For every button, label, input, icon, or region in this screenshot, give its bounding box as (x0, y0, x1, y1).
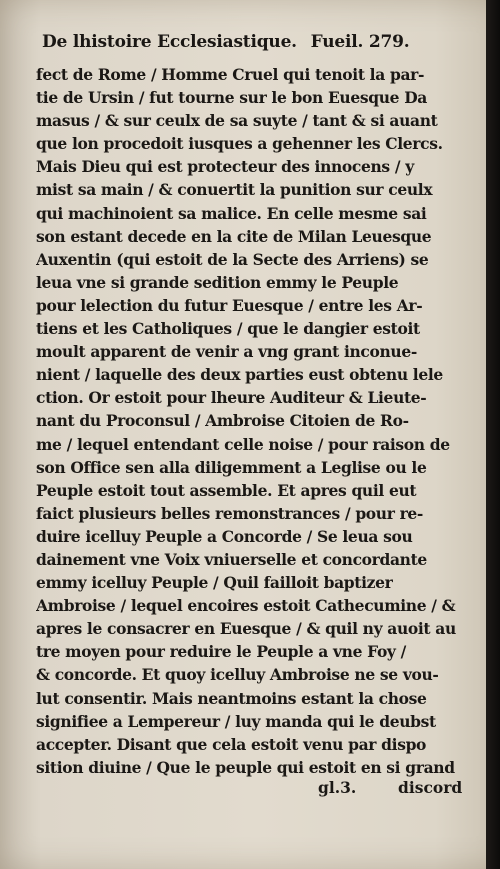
text-line: qui machinoient sa malice. En celle mesme sai (36, 203, 427, 223)
text-line: & concorde. Et quoy icelluy Ambroise ne se vou- (36, 665, 439, 685)
text-line: mist sa main / & conuertit la punition sur ceulx (36, 180, 433, 200)
text-line: emmy icelluy Peuple / Quil failloit baptizer (36, 573, 393, 593)
page-footer (36, 778, 468, 802)
text-line: pour lelection du futur Euesque / entre les Ar- (36, 295, 423, 315)
text-line: nant du Proconsul / Ambroise Citoien de Ro- (36, 411, 409, 431)
text-line: leua vne si grande sedition emmy le Peuple (36, 272, 399, 292)
text-line: Peuple estoit tout assemble. Et apres quil eut (36, 480, 417, 500)
body-text (36, 63, 468, 779)
folio-number: Fueil. 279. (310, 32, 410, 52)
text-line: fect de Rome / Homme Cruel qui tenoit la par- (36, 65, 425, 84)
text-line: Auxentin (qui estoit de la Secte des Arriens) se (36, 249, 429, 269)
text-line: me / lequel entendant celle noise / pour raison de (36, 434, 450, 454)
text-line: dainement vne Voix vniuerselle et concordante (36, 549, 427, 569)
catchword: discord (398, 778, 463, 797)
book-gutter-shadow (486, 0, 500, 869)
text-line: son estant decede en la cite de Milan Leuesque (36, 226, 432, 246)
text-line: ction. Or estoit pour lheure Auditeur & Lieute- (36, 388, 427, 408)
text-line: faict plusieurs belles remonstrances / pour re- (36, 503, 423, 523)
text-line: tre moyen pour reduire le Peuple a vne Foy / (36, 642, 406, 662)
text-line: son Office sen alla diligemment a Leglise ou le (36, 457, 427, 477)
text-line: moult apparent de venir a vng grant inconue- (36, 342, 417, 362)
text-line: tie de Ursin / fut tourne sur le bon Euesque Da (36, 88, 427, 108)
text-line: Mais Dieu qui est protecteur des innocens / y (36, 157, 414, 177)
text-line: lut consentir. Mais neantmoins estant la chose (36, 688, 427, 708)
text-line: signifiee a Lempereur / luy manda qui le deubst (36, 711, 436, 731)
running-head-title: De lhistoire Ecclesiastique. (42, 32, 297, 52)
text-line: nient / laquelle des deux parties eust obtenu lele (36, 365, 443, 385)
text-line: sition diuine / Que le peuple qui estoit en si grand (36, 757, 455, 777)
running-head (42, 32, 472, 52)
text-line: apres le consacrer en Euesque / & quil ny auoit au (36, 619, 456, 639)
text-line: que lon procedoit iusques a gehenner les Clercs. (36, 134, 443, 154)
text-line: accepter. Disant que cela estoit venu par dispo (36, 734, 427, 754)
text-line: duire icelluy Peuple a Concorde / Se leua sou (36, 526, 413, 546)
text-line: masus / & sur ceulx de sa suyte / tant & si auant (36, 111, 438, 131)
text-line: tiens et les Catholiques / que le dangier estoit (36, 319, 420, 339)
text-line: Ambroise / lequel encoires estoit Cathecumine / & (36, 596, 456, 616)
signature-mark: gl.3. (318, 778, 357, 797)
